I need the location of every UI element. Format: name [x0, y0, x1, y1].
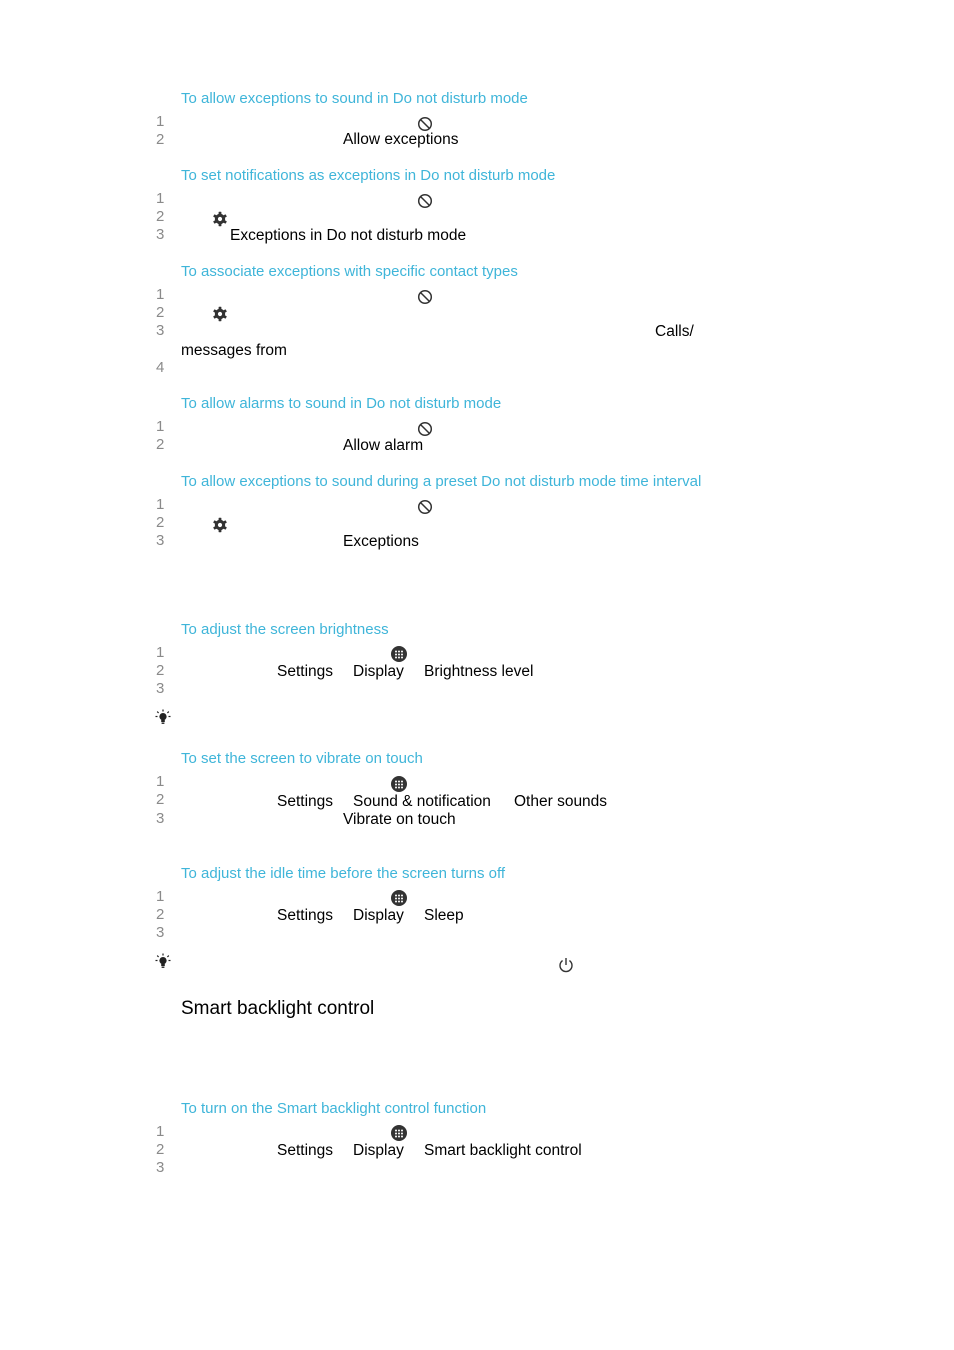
step-number: 3: [156, 226, 165, 243]
step-number: 1: [156, 1123, 165, 1140]
tip-bulb-icon: [155, 953, 171, 969]
ui-term: Exceptions: [343, 533, 419, 550]
section-heading: To turn on the Smart backlight control function: [181, 1100, 487, 1117]
ui-term: Other sounds: [514, 793, 608, 810]
section-heading: To allow exceptions to sound during a preset Do not disturb mode time interval: [181, 473, 702, 490]
gear-icon: [212, 306, 228, 322]
step-number: 2: [156, 208, 165, 225]
step-number: 1: [156, 113, 165, 130]
step-number: 1: [156, 496, 165, 513]
section-heading: To set notifications as exceptions in Do not disturb mode: [181, 167, 556, 184]
ui-term: Display: [353, 1142, 404, 1159]
gear-icon: [212, 517, 228, 533]
ui-term: Settings: [277, 793, 334, 810]
ui-term: Settings: [277, 1142, 334, 1159]
step-number: 3: [156, 532, 165, 549]
ui-term: Calls/: [655, 323, 694, 340]
ui-term: Settings: [277, 907, 334, 924]
step-number: 2: [156, 514, 165, 531]
ui-term: Exceptions in Do not disturb mode: [230, 227, 467, 244]
section-heading: To allow exceptions to sound in Do not disturb mode: [181, 90, 528, 107]
section-heading: To set the screen to vibrate on touch: [181, 750, 423, 767]
section-heading: To adjust the idle time before the screen turns off: [181, 865, 506, 882]
step-number: 3: [156, 810, 165, 827]
ui-term: Vibrate on touch: [343, 811, 456, 828]
step-number: 4: [156, 359, 165, 376]
ui-term: Sound & notification: [353, 793, 491, 810]
ui-term: Allow exceptions: [343, 131, 459, 148]
step-number: 1: [156, 773, 165, 790]
step-number: 2: [156, 662, 165, 679]
step-number: 3: [156, 1159, 165, 1176]
step-number: 1: [156, 286, 165, 303]
step-number: 2: [156, 906, 165, 923]
app-grid-icon: [391, 890, 407, 906]
do-not-disturb-icon: [417, 116, 433, 132]
step-number: 3: [156, 322, 165, 339]
ui-term: Sleep: [424, 907, 464, 924]
section-heading: To allow alarms to sound in Do not disturb mode: [181, 395, 502, 412]
step-number: 1: [156, 190, 165, 207]
section-heading: To adjust the screen brightness: [181, 621, 389, 638]
do-not-disturb-icon: [417, 421, 433, 437]
ui-term: Brightness level: [424, 663, 534, 680]
ui-term: Settings: [277, 663, 334, 680]
step-number: 1: [156, 888, 165, 905]
ui-term: messages from: [181, 342, 287, 359]
do-not-disturb-icon: [417, 289, 433, 305]
tip-bulb-icon: [155, 709, 171, 725]
step-number: 3: [156, 680, 165, 697]
step-number: 2: [156, 304, 165, 321]
step-number: 1: [156, 418, 165, 435]
step-number: 2: [156, 131, 165, 148]
power-icon: [558, 957, 574, 973]
ui-term: Display: [353, 663, 404, 680]
section-title: Smart backlight control: [181, 998, 375, 1019]
step-number: 1: [156, 644, 165, 661]
app-grid-icon: [391, 776, 407, 792]
do-not-disturb-icon: [417, 193, 433, 209]
section-heading: To associate exceptions with specific contact types: [181, 263, 518, 280]
gear-icon: [212, 211, 228, 227]
step-number: 3: [156, 924, 165, 941]
step-number: 2: [156, 791, 165, 808]
ui-term: Allow alarm: [343, 437, 424, 454]
ui-term: Smart backlight control: [424, 1142, 582, 1159]
do-not-disturb-icon: [417, 499, 433, 515]
step-number: 2: [156, 436, 165, 453]
step-number: 2: [156, 1141, 165, 1158]
ui-term: Display: [353, 907, 404, 924]
app-grid-icon: [391, 1125, 407, 1141]
app-grid-icon: [391, 646, 407, 662]
